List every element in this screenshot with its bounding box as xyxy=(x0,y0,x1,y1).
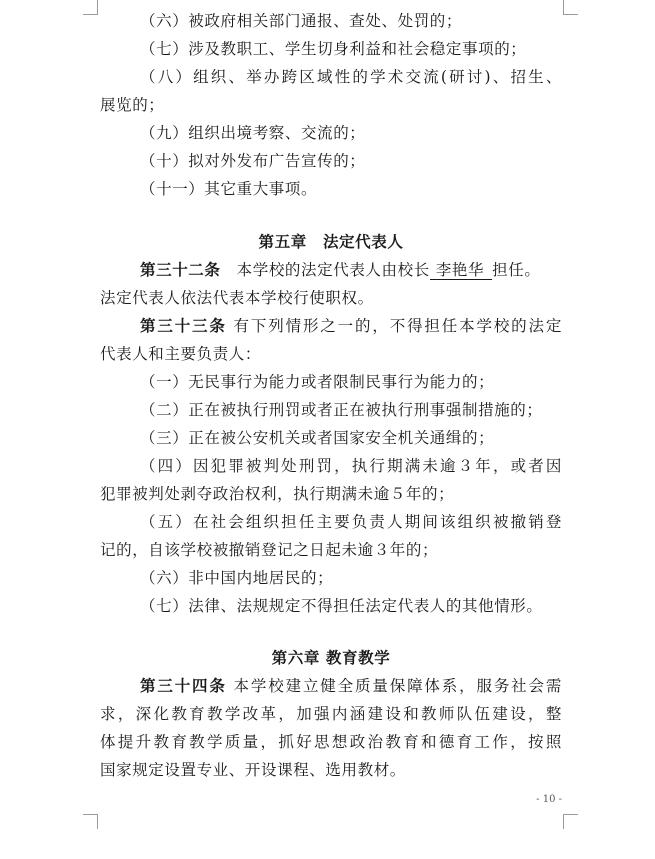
crop-mark-top-left xyxy=(83,0,98,15)
president-name: 李艳华 xyxy=(430,261,492,280)
article-text: 本学校的法定代表人由校长 xyxy=(236,261,430,279)
list-item: （六）非中国内地居民的； xyxy=(140,569,334,587)
list-item: （五）在社会组织担任主要负责人期间该组织被撤销登 xyxy=(140,513,562,531)
list-item-continuation: 记的，自该学校被撤销登记之日起未逾３年的； xyxy=(100,541,439,559)
article-label: 第三十三条 xyxy=(140,317,227,335)
article-text-continuation: 法定代表人依法代表本学校行使职权。 xyxy=(100,289,374,307)
list-item: （六）被政府相关部门通报、查处、处罚的； xyxy=(140,12,463,30)
list-item: （一）无民事行为能力或者限制民事行为能力的； xyxy=(140,373,495,391)
crop-mark-top-right xyxy=(563,0,578,15)
article-text-continuation: 代表人和主要负责人： xyxy=(100,345,262,363)
list-item-continuation: 犯罪被判处剥夺政治权利，执行期满未逾５年的； xyxy=(100,485,455,503)
list-item: （十一）其它重大事项。 xyxy=(140,180,318,198)
article-text: 担任。 xyxy=(492,261,541,279)
page-number: - 10 - xyxy=(536,794,562,805)
article-label: 第三十二条 xyxy=(140,261,221,279)
article-32 xyxy=(100,260,562,280)
article-label: 第三十四条 xyxy=(140,677,227,695)
crop-mark-bottom-right xyxy=(563,814,578,829)
list-item: （二）正在被执行刑罚或者正在被执行刑事强制措施的； xyxy=(140,401,543,419)
list-item: （八）组织、举办跨区域性的学术交流(研讨)、招生、 xyxy=(140,68,562,86)
article-text-continuation: 国家规定设置专业、开设课程、选用教材。 xyxy=(100,761,406,779)
article-text-continuation: 求，深化教育教学改革，加强内涵建设和教师队伍建设，整 xyxy=(100,705,562,723)
article-text: 有下列情形之一的，不得担任本学校的法定 xyxy=(233,317,562,335)
list-item: （九）组织出境考察、交流的； xyxy=(140,124,366,142)
chapter-heading: 第六章 教育教学 xyxy=(271,649,391,667)
article-text: 本学校建立健全质量保障体系，服务社会需 xyxy=(233,677,562,695)
chapter-heading: 第五章 法定代表人 xyxy=(258,233,404,251)
list-item: （七）涉及教职工、学生切身利益和社会稳定事项的； xyxy=(140,40,527,58)
crop-mark-bottom-left xyxy=(83,814,98,829)
article-33 xyxy=(100,316,562,336)
list-item: （四）因犯罪被判处刑罚，执行期满未逾３年，或者因 xyxy=(140,457,562,475)
list-item: （三）正在被公安机关或者国家安全机关通缉的； xyxy=(140,429,495,447)
list-item-continuation: 展览的； xyxy=(100,96,165,114)
article-text-continuation: 体提升教育教学质量，抓好思想政治教育和德育工作，按照 xyxy=(100,733,562,751)
list-item: （十）拟对外发布广告宣传的； xyxy=(140,152,366,170)
article-34 xyxy=(100,676,562,696)
list-item: （七）法律、法规规定不得担任法定代表人的其他情形。 xyxy=(140,597,543,615)
